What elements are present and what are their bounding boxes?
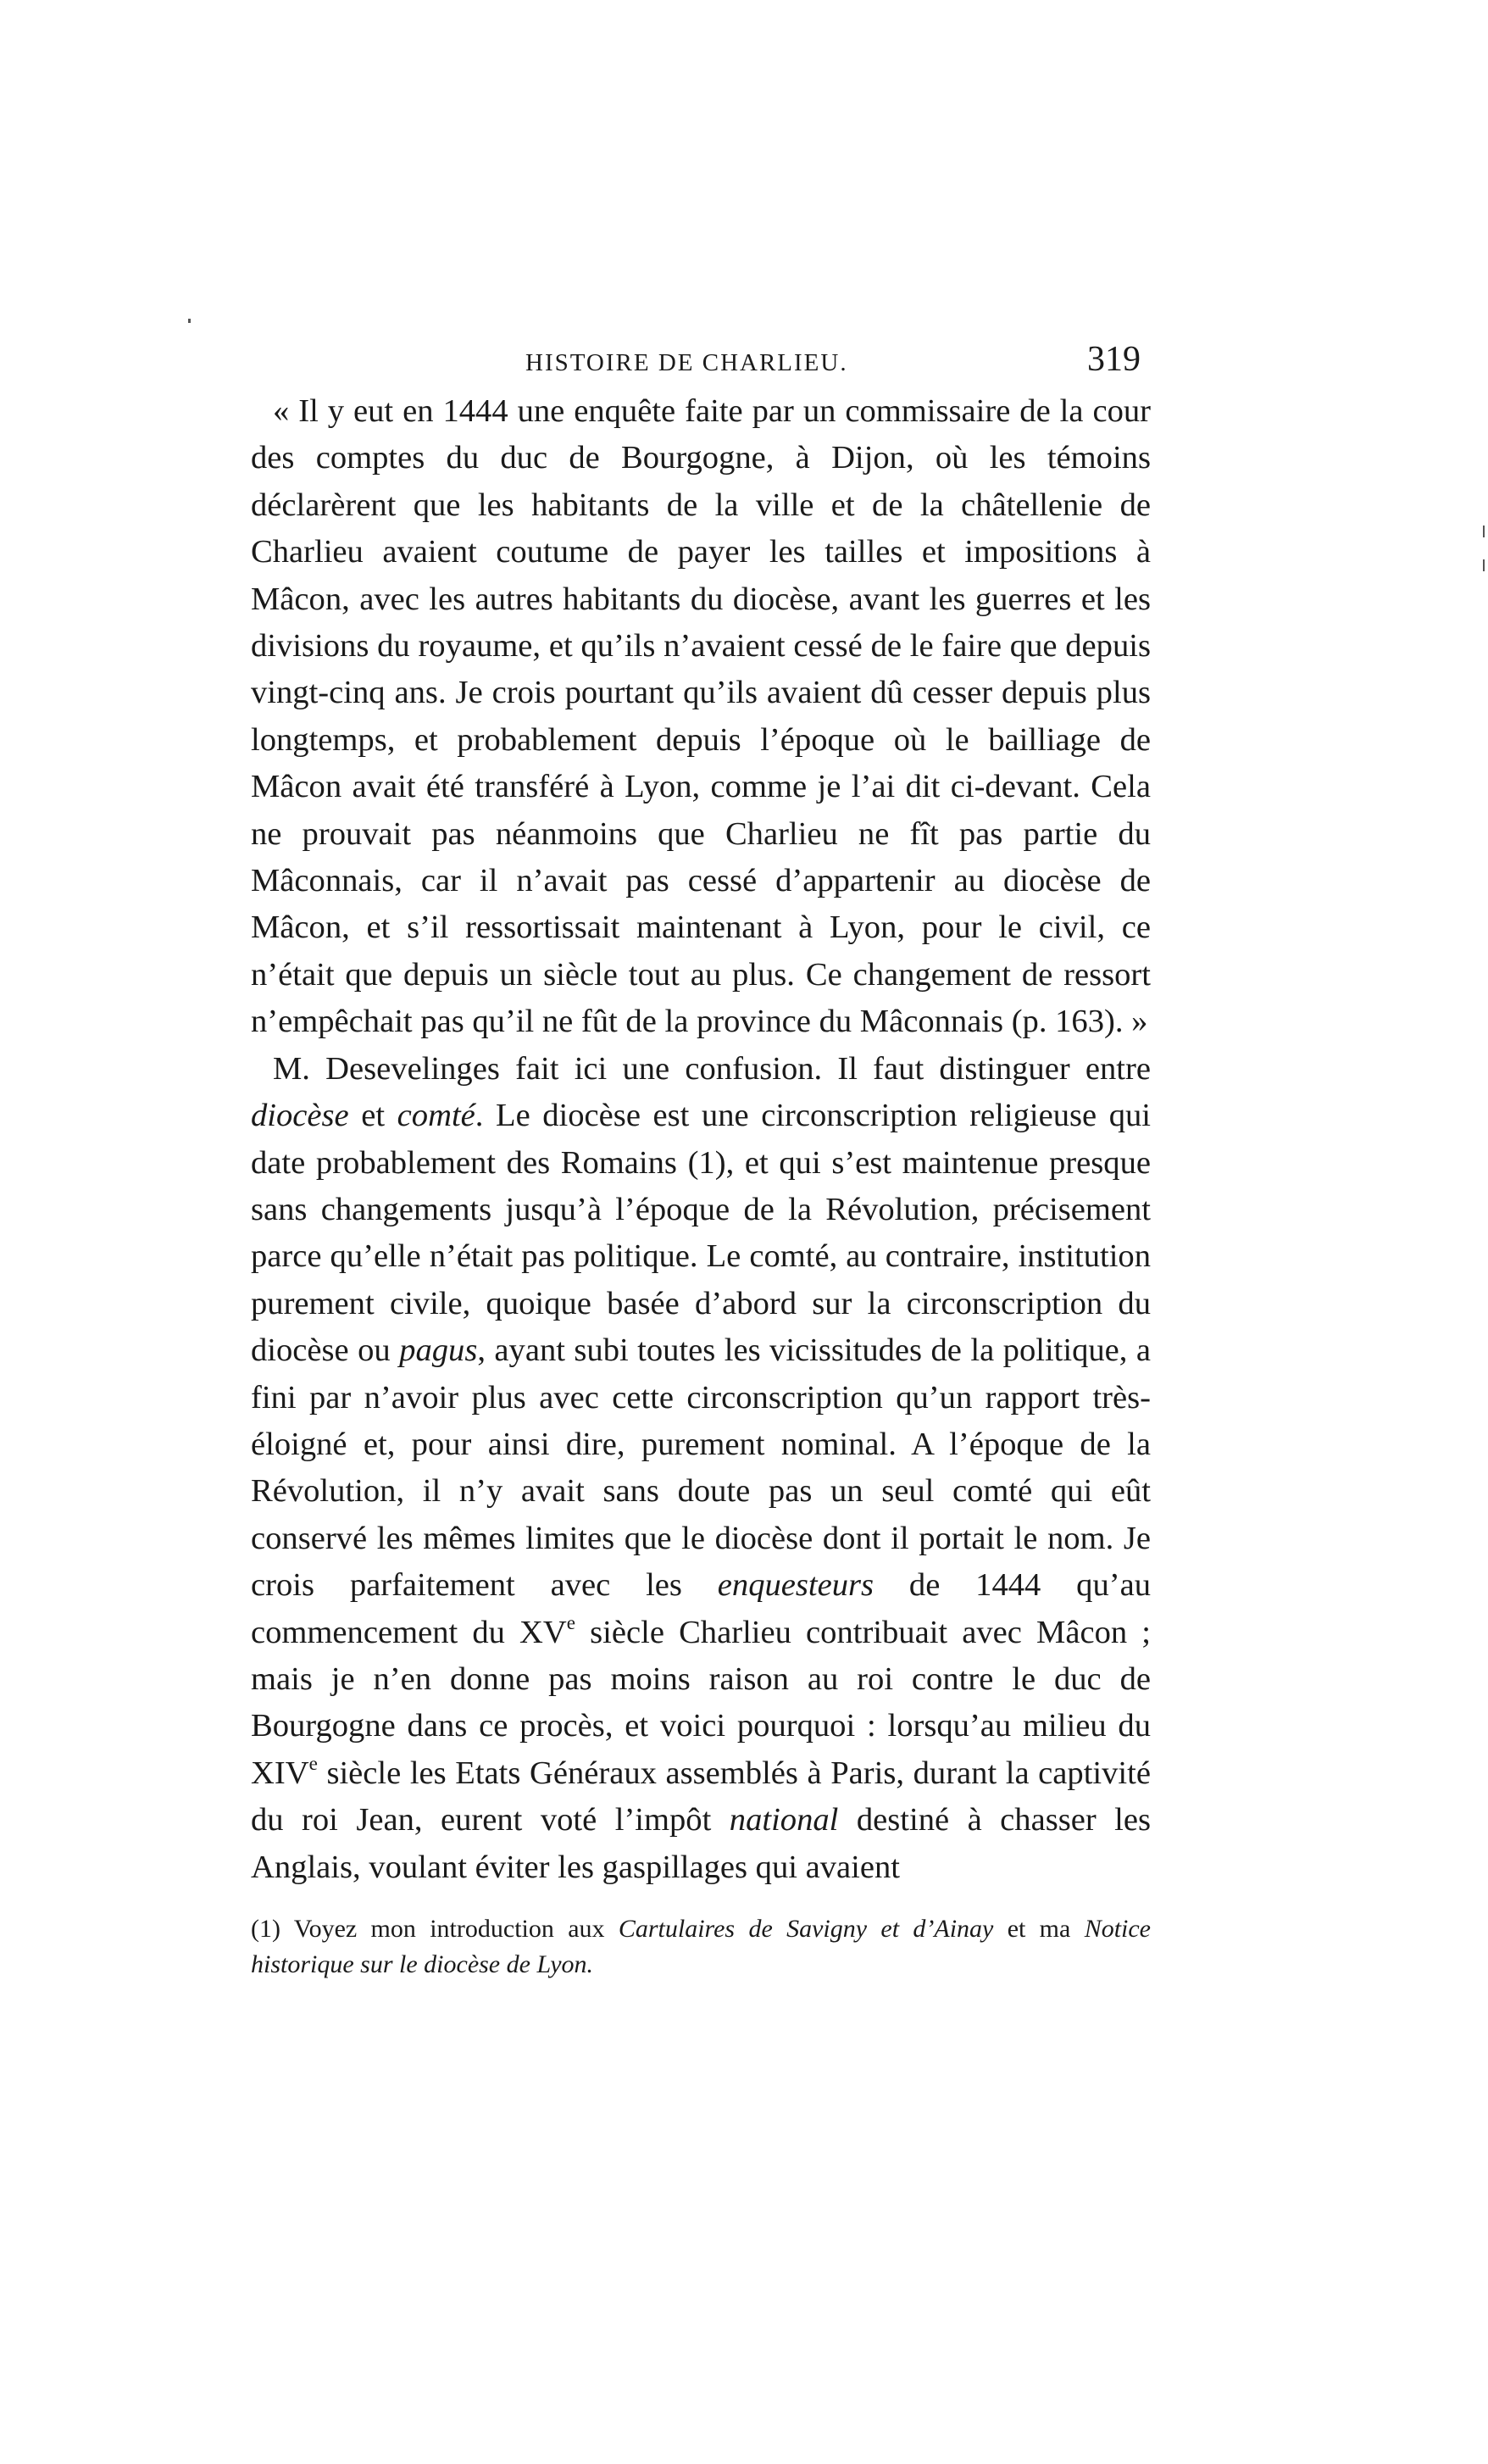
italic-text: national (729, 1802, 839, 1838)
text-run: de 1444 qu’au commencement du XV (251, 1567, 1151, 1650)
text-run: . Le diocèse est une circonscription religieuse qui date probablement des Romains (1), et qui s’est maintenue presque sans changements jusqu’à l’époque de la Révolution, précisement parce qu’elle n’était pas politique. Le comté, au contraire, institution purement civile, quoique basée d’abord sur la circonscription du diocèse ou (251, 1098, 1151, 1369)
footnote (251, 1911, 1151, 1983)
italic-text: diocèse (251, 1098, 349, 1134)
text-run: siècle les Etats Généraux assemblés à Paris, durant la captivité du roi Jean, eurent voté l’impôt (251, 1755, 1151, 1838)
text-run: « Il y eut en 1444 une enquête faite par un commissaire de la cour des comptes du duc de Bourgogne, à Dijon, où les témoins déclarèrent que les habitants de la ville et de la châtellenie de Charlieu avaient coutume de payer les tailles et impositions à Mâcon, avec les autres habitants du diocèse, avant les guerres et les divisions du royaume, et qu’ils n’avaient cessé de le faire que depuis vingt-cinq ans. Je crois pourtant qu’ils avaient dû cesser depuis plus longtemps, et probablement depuis l’époque où le bailliage de Mâcon avait été transféré à Lyon, comme je l’ai dit ci-devant. Cela ne prouvait pas néanmoins que Charlieu ne fît pas partie du Mâconnais, car il n’avait pas cessé d’appartenir au diocèse de Mâcon, et s’il ressortissait maintenant à Lyon, pour le civil, ce n’était que depuis un siècle tout au plus. Ce changement de ressort n’empêchait pas qu’il ne fût de la province du Mâconnais (p. 163). » (251, 393, 1151, 1040)
text-run: , ayant subi toutes les vicissitudes de la politique, a fini par n’avoir plus avec cette circonscription qu’un rapport très-éloigné et, pour ainsi dire, purement nominal. A l’époque de la Révolution, il n’y avait sans doute pas un seul comté qui eût conservé les mêmes limites que le diocèse dont il portait le nom. Je crois parfaitement avec les (251, 1332, 1152, 1604)
italic-text: Notice historique sur le diocèse de Lyon. (251, 1915, 1151, 1978)
text-run: (1) Voyez mon introduction aux (251, 1915, 619, 1943)
italic-text: comté (397, 1098, 475, 1134)
text-run: M. Desevelinges fait ici une confusion. Il faut distinguer entre (273, 1050, 1151, 1087)
text-run: et ma (993, 1915, 1085, 1943)
footnotes (251, 1911, 1151, 1983)
paragraph (251, 388, 1151, 1046)
running-head (254, 337, 1151, 388)
running-title: HISTOIRE DE CHARLIEU. (525, 349, 848, 376)
italic-text: enquesteurs (717, 1567, 874, 1604)
superscript-text: e (308, 1752, 318, 1775)
italic-text: Cartulaires de Savigny et d’Ainay (618, 1915, 994, 1943)
text-run: destiné à chasser les Anglais, voulant éviter les gaspillages qui avaient (251, 1802, 1152, 1885)
italic-text: pagus (399, 1332, 478, 1369)
paragraph (251, 1046, 1151, 1891)
text-run: siècle Charlieu contribuait avec Mâcon ; mais je n’en donne pas moins raison au roi contre le duc de Bourgogne dans ce procès, et voici pourquoi : lorsqu’au milieu du XIV (251, 1614, 1151, 1791)
margin-speck (1483, 559, 1485, 571)
superscript-text: e (566, 1611, 576, 1634)
margin-speck (188, 319, 191, 323)
body-text (251, 388, 1151, 1891)
margin-speck (1483, 526, 1485, 537)
text-run: et (348, 1098, 397, 1134)
page-number: 319 (1087, 340, 1141, 379)
